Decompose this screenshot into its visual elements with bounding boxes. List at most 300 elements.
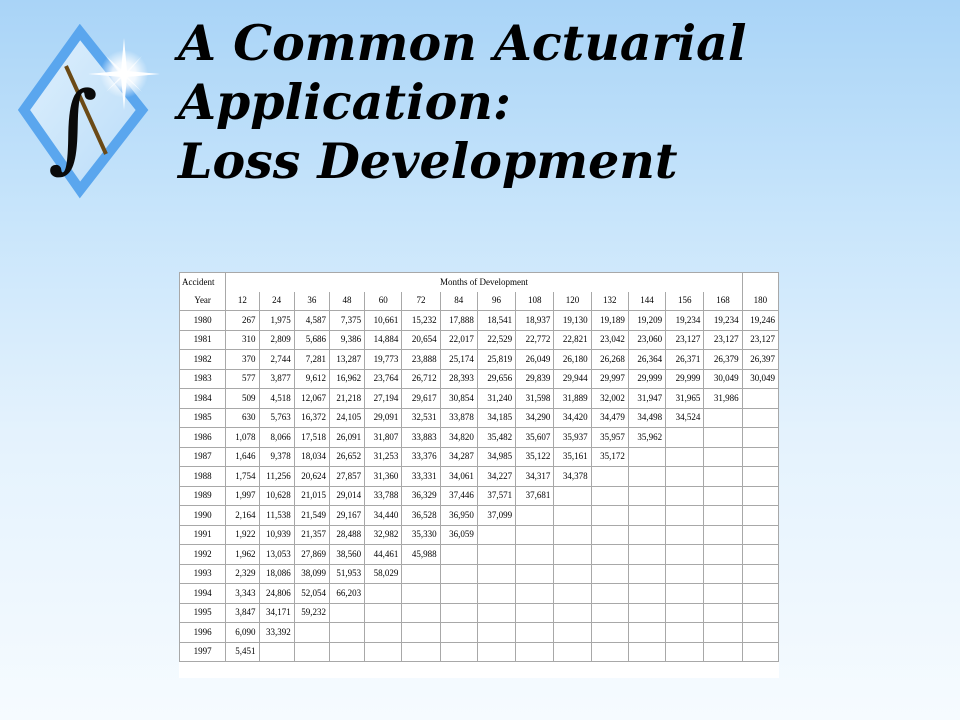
accident-year-cell: 1987 — [180, 447, 226, 467]
loss-value-cell: 35,122 — [516, 447, 554, 467]
loss-value-cell — [516, 603, 554, 623]
loss-value-cell: 15,232 — [402, 311, 440, 331]
loss-value-cell — [742, 447, 778, 467]
loss-value-cell: 29,617 — [402, 389, 440, 409]
slide-title — [178, 14, 746, 191]
logo-graphic — [18, 24, 168, 199]
loss-value-cell: 9,386 — [329, 330, 364, 350]
loss-value-cell — [554, 545, 591, 565]
table-row — [180, 428, 779, 448]
loss-value-cell — [591, 603, 628, 623]
loss-value-cell — [365, 642, 402, 662]
loss-value-cell — [516, 623, 554, 643]
loss-value-cell: 29,944 — [554, 369, 591, 389]
accident-year-cell: 1988 — [180, 467, 226, 487]
loss-value-cell: 38,099 — [294, 564, 329, 584]
loss-value-cell: 45,988 — [402, 545, 440, 565]
loss-value-cell: 2,744 — [259, 350, 294, 370]
loss-value-cell: 31,253 — [365, 447, 402, 467]
loss-value-cell: 3,877 — [259, 369, 294, 389]
loss-value-cell — [704, 525, 742, 545]
loss-value-cell — [742, 545, 778, 565]
loss-value-cell: 34,820 — [440, 428, 477, 448]
loss-value-cell — [742, 408, 778, 428]
table-row — [180, 350, 779, 370]
loss-value-cell: 30,049 — [742, 369, 778, 389]
loss-value-cell: 12,067 — [294, 389, 329, 409]
loss-value-cell: 17,888 — [440, 311, 477, 331]
loss-value-cell — [704, 623, 742, 643]
loss-value-cell: 18,086 — [259, 564, 294, 584]
loss-value-cell: 19,189 — [591, 311, 628, 331]
group-header-months: Months of Development — [226, 273, 742, 292]
loss-value-cell: 370 — [226, 350, 259, 370]
loss-value-cell — [628, 525, 665, 545]
month-header: 156 — [666, 292, 704, 311]
loss-value-cell — [742, 525, 778, 545]
loss-value-cell: 34,498 — [628, 408, 665, 428]
loss-value-cell — [365, 603, 402, 623]
loss-value-cell: 33,392 — [259, 623, 294, 643]
table-body — [180, 311, 779, 662]
loss-value-cell: 577 — [226, 369, 259, 389]
accident-year-cell: 1980 — [180, 311, 226, 331]
loss-value-cell: 26,652 — [329, 447, 364, 467]
loss-value-cell: 36,950 — [440, 506, 477, 526]
loss-value-cell: 23,042 — [591, 330, 628, 350]
loss-value-cell: 35,172 — [591, 447, 628, 467]
loss-value-cell: 36,059 — [440, 525, 477, 545]
loss-value-cell — [742, 603, 778, 623]
loss-value-cell: 26,268 — [591, 350, 628, 370]
loss-value-cell: 27,869 — [294, 545, 329, 565]
loss-value-cell: 29,014 — [329, 486, 364, 506]
loss-value-cell — [742, 623, 778, 643]
loss-value-cell: 59,232 — [294, 603, 329, 623]
loss-value-cell: 37,681 — [516, 486, 554, 506]
loss-value-cell: 29,839 — [516, 369, 554, 389]
loss-value-cell: 22,821 — [554, 330, 591, 350]
loss-value-cell: 267 — [226, 311, 259, 331]
loss-value-cell: 11,538 — [259, 506, 294, 526]
loss-value-cell — [666, 428, 704, 448]
month-header: 144 — [628, 292, 665, 311]
loss-value-cell: 24,105 — [329, 408, 364, 428]
loss-value-cell: 35,962 — [628, 428, 665, 448]
loss-value-cell: 6,090 — [226, 623, 259, 643]
month-header: 72 — [402, 292, 440, 311]
loss-value-cell: 35,957 — [591, 428, 628, 448]
loss-value-cell: 22,017 — [440, 330, 477, 350]
loss-value-cell — [666, 506, 704, 526]
loss-value-cell — [628, 623, 665, 643]
loss-value-cell: 10,628 — [259, 486, 294, 506]
loss-value-cell: 34,479 — [591, 408, 628, 428]
corner-label-accident: Accident — [180, 273, 226, 292]
loss-value-cell: 21,357 — [294, 525, 329, 545]
loss-value-cell: 37,571 — [477, 486, 515, 506]
loss-value-cell — [742, 389, 778, 409]
loss-value-cell — [365, 584, 402, 604]
loss-value-cell: 9,378 — [259, 447, 294, 467]
loss-value-cell: 34,985 — [477, 447, 515, 467]
table-row — [180, 642, 779, 662]
loss-value-cell: 28,488 — [329, 525, 364, 545]
loss-value-cell: 33,883 — [402, 428, 440, 448]
loss-value-cell — [591, 467, 628, 487]
loss-value-cell: 2,809 — [259, 330, 294, 350]
month-header: 120 — [554, 292, 591, 311]
loss-value-cell: 31,889 — [554, 389, 591, 409]
loss-value-cell: 3,343 — [226, 584, 259, 604]
loss-value-cell: 44,461 — [365, 545, 402, 565]
loss-value-cell — [440, 623, 477, 643]
header-row-months — [180, 292, 779, 311]
loss-value-cell: 1,962 — [226, 545, 259, 565]
loss-value-cell: 29,656 — [477, 369, 515, 389]
loss-value-cell: 31,240 — [477, 389, 515, 409]
loss-value-cell: 4,587 — [294, 311, 329, 331]
month-header: 132 — [591, 292, 628, 311]
month-header: 108 — [516, 292, 554, 311]
loss-value-cell: 35,330 — [402, 525, 440, 545]
accident-year-cell: 1981 — [180, 330, 226, 350]
integral-symbol: ∫ — [48, 71, 99, 183]
loss-value-cell: 36,528 — [402, 506, 440, 526]
month-header: 84 — [440, 292, 477, 311]
table-row — [180, 623, 779, 643]
loss-value-cell: 1,997 — [226, 486, 259, 506]
loss-value-cell — [440, 545, 477, 565]
month-header: 48 — [329, 292, 364, 311]
accident-year-cell: 1992 — [180, 545, 226, 565]
loss-value-cell: 38,560 — [329, 545, 364, 565]
loss-value-cell: 34,061 — [440, 467, 477, 487]
loss-value-cell: 23,764 — [365, 369, 402, 389]
loss-value-cell: 26,049 — [516, 350, 554, 370]
loss-value-cell: 34,440 — [365, 506, 402, 526]
loss-value-cell: 17,518 — [294, 428, 329, 448]
loss-value-cell: 8,066 — [259, 428, 294, 448]
loss-value-cell — [591, 506, 628, 526]
loss-development-table-container — [179, 272, 779, 678]
loss-value-cell: 24,806 — [259, 584, 294, 604]
loss-value-cell: 16,372 — [294, 408, 329, 428]
loss-value-cell — [666, 545, 704, 565]
loss-value-cell — [516, 584, 554, 604]
loss-value-cell: 29,997 — [591, 369, 628, 389]
month-header: 36 — [294, 292, 329, 311]
loss-value-cell: 4,518 — [259, 389, 294, 409]
accident-year-cell: 1994 — [180, 584, 226, 604]
loss-value-cell: 34,290 — [516, 408, 554, 428]
title-line-2: Application: — [178, 73, 511, 131]
loss-value-cell — [591, 525, 628, 545]
loss-value-cell: 29,091 — [365, 408, 402, 428]
loss-value-cell — [666, 486, 704, 506]
loss-value-cell: 29,999 — [666, 369, 704, 389]
loss-value-cell: 34,185 — [477, 408, 515, 428]
loss-value-cell — [477, 642, 515, 662]
loss-value-cell: 3,847 — [226, 603, 259, 623]
loss-value-cell: 51,953 — [329, 564, 364, 584]
loss-value-cell — [666, 525, 704, 545]
loss-value-cell — [477, 545, 515, 565]
loss-value-cell — [704, 584, 742, 604]
loss-value-cell: 31,807 — [365, 428, 402, 448]
loss-value-cell — [477, 603, 515, 623]
loss-value-cell: 5,451 — [226, 642, 259, 662]
accident-year-cell: 1983 — [180, 369, 226, 389]
loss-value-cell: 5,686 — [294, 330, 329, 350]
month-header: 180 — [742, 292, 778, 311]
accident-year-cell: 1993 — [180, 564, 226, 584]
loss-value-cell — [402, 603, 440, 623]
loss-value-cell — [329, 603, 364, 623]
loss-value-cell — [742, 506, 778, 526]
loss-value-cell: 19,773 — [365, 350, 402, 370]
loss-value-cell: 32,002 — [591, 389, 628, 409]
loss-value-cell — [666, 603, 704, 623]
loss-value-cell: 509 — [226, 389, 259, 409]
loss-value-cell: 23,127 — [742, 330, 778, 350]
accident-year-cell: 1991 — [180, 525, 226, 545]
loss-value-cell — [591, 564, 628, 584]
loss-value-cell: 20,624 — [294, 467, 329, 487]
table-row — [180, 447, 779, 467]
loss-value-cell — [294, 623, 329, 643]
loss-value-cell: 23,888 — [402, 350, 440, 370]
table-row — [180, 506, 779, 526]
loss-value-cell — [666, 447, 704, 467]
loss-value-cell — [440, 564, 477, 584]
loss-value-cell: 30,854 — [440, 389, 477, 409]
loss-value-cell: 35,482 — [477, 428, 515, 448]
loss-value-cell: 21,218 — [329, 389, 364, 409]
table-row — [180, 467, 779, 487]
loss-value-cell — [259, 642, 294, 662]
loss-value-cell: 1,078 — [226, 428, 259, 448]
loss-value-cell: 25,819 — [477, 350, 515, 370]
loss-value-cell — [440, 642, 477, 662]
loss-value-cell — [704, 545, 742, 565]
table-row — [180, 584, 779, 604]
loss-value-cell — [742, 486, 778, 506]
loss-value-cell — [628, 447, 665, 467]
loss-value-cell — [554, 486, 591, 506]
loss-value-cell: 33,376 — [402, 447, 440, 467]
loss-value-cell: 11,256 — [259, 467, 294, 487]
loss-value-cell — [704, 408, 742, 428]
loss-value-cell: 31,947 — [628, 389, 665, 409]
loss-value-cell — [704, 428, 742, 448]
loss-value-cell: 34,524 — [666, 408, 704, 428]
month-header: 60 — [365, 292, 402, 311]
loss-value-cell — [704, 447, 742, 467]
loss-value-cell: 34,171 — [259, 603, 294, 623]
loss-value-cell: 10,661 — [365, 311, 402, 331]
loss-value-cell: 31,965 — [666, 389, 704, 409]
loss-value-cell: 19,246 — [742, 311, 778, 331]
loss-value-cell — [440, 603, 477, 623]
month-header: 24 — [259, 292, 294, 311]
loss-value-cell: 7,375 — [329, 311, 364, 331]
loss-value-cell — [666, 584, 704, 604]
loss-value-cell: 66,203 — [329, 584, 364, 604]
loss-value-cell: 18,937 — [516, 311, 554, 331]
accident-year-cell: 1984 — [180, 389, 226, 409]
title-line-1: A Common Actuarial — [178, 14, 747, 72]
loss-value-cell — [704, 506, 742, 526]
loss-value-cell: 18,541 — [477, 311, 515, 331]
loss-value-cell — [742, 642, 778, 662]
loss-value-cell: 33,331 — [402, 467, 440, 487]
loss-value-cell — [516, 545, 554, 565]
loss-value-cell — [402, 623, 440, 643]
accident-year-cell: 1985 — [180, 408, 226, 428]
loss-value-cell — [628, 506, 665, 526]
loss-value-cell: 31,360 — [365, 467, 402, 487]
loss-value-cell — [554, 506, 591, 526]
table-row — [180, 408, 779, 428]
loss-value-cell — [666, 642, 704, 662]
loss-value-cell: 34,317 — [516, 467, 554, 487]
loss-value-cell — [477, 564, 515, 584]
loss-value-cell — [628, 486, 665, 506]
loss-value-cell: 35,937 — [554, 428, 591, 448]
loss-value-cell: 310 — [226, 330, 259, 350]
accident-year-cell: 1997 — [180, 642, 226, 662]
loss-value-cell: 1,975 — [259, 311, 294, 331]
loss-value-cell: 630 — [226, 408, 259, 428]
table-row — [180, 564, 779, 584]
loss-value-cell: 26,379 — [704, 350, 742, 370]
loss-value-cell — [742, 564, 778, 584]
loss-value-cell: 21,015 — [294, 486, 329, 506]
loss-value-cell: 19,234 — [704, 311, 742, 331]
loss-value-cell: 2,329 — [226, 564, 259, 584]
loss-value-cell — [554, 525, 591, 545]
loss-value-cell: 29,167 — [329, 506, 364, 526]
loss-value-cell: 19,209 — [628, 311, 665, 331]
loss-value-cell: 33,788 — [365, 486, 402, 506]
loss-value-cell — [516, 525, 554, 545]
loss-value-cell — [329, 623, 364, 643]
loss-value-cell — [628, 603, 665, 623]
header-row-group — [180, 273, 779, 292]
loss-value-cell: 23,127 — [704, 330, 742, 350]
loss-value-cell — [742, 428, 778, 448]
loss-value-cell: 29,999 — [628, 369, 665, 389]
loss-value-cell — [666, 467, 704, 487]
title-line-3: Loss Development — [178, 132, 678, 190]
table-row — [180, 486, 779, 506]
loss-value-cell — [554, 564, 591, 584]
loss-value-cell: 27,194 — [365, 389, 402, 409]
loss-value-cell — [516, 564, 554, 584]
loss-value-cell: 23,060 — [628, 330, 665, 350]
loss-value-cell: 34,287 — [440, 447, 477, 467]
loss-value-cell — [554, 642, 591, 662]
accident-year-cell: 1982 — [180, 350, 226, 370]
loss-value-cell: 25,174 — [440, 350, 477, 370]
loss-value-cell — [628, 545, 665, 565]
loss-value-cell: 27,857 — [329, 467, 364, 487]
loss-value-cell: 33,878 — [440, 408, 477, 428]
loss-value-cell: 32,982 — [365, 525, 402, 545]
table-row — [180, 525, 779, 545]
loss-value-cell: 52,054 — [294, 584, 329, 604]
loss-value-cell — [628, 642, 665, 662]
loss-value-cell: 2,164 — [226, 506, 259, 526]
loss-value-cell — [591, 486, 628, 506]
integral-diamond-logo — [18, 24, 168, 199]
loss-value-cell — [402, 564, 440, 584]
loss-value-cell: 22,772 — [516, 330, 554, 350]
accident-year-cell: 1996 — [180, 623, 226, 643]
corner-label-year: Year — [180, 292, 226, 311]
loss-value-cell: 30,049 — [704, 369, 742, 389]
loss-value-cell: 26,091 — [329, 428, 364, 448]
loss-value-cell: 19,130 — [554, 311, 591, 331]
loss-value-cell: 9,612 — [294, 369, 329, 389]
loss-value-cell: 20,654 — [402, 330, 440, 350]
loss-value-cell: 31,598 — [516, 389, 554, 409]
loss-value-cell: 23,127 — [666, 330, 704, 350]
loss-value-cell — [477, 623, 515, 643]
loss-value-cell: 1,754 — [226, 467, 259, 487]
loss-value-cell — [554, 584, 591, 604]
loss-value-cell — [742, 467, 778, 487]
loss-value-cell: 7,281 — [294, 350, 329, 370]
loss-value-cell: 26,712 — [402, 369, 440, 389]
loss-value-cell: 37,099 — [477, 506, 515, 526]
loss-value-cell: 37,446 — [440, 486, 477, 506]
loss-value-cell — [666, 623, 704, 643]
loss-value-cell — [591, 642, 628, 662]
loss-value-cell — [628, 584, 665, 604]
loss-development-triangle — [179, 272, 779, 662]
loss-value-cell — [554, 623, 591, 643]
loss-value-cell: 21,549 — [294, 506, 329, 526]
loss-value-cell: 18,034 — [294, 447, 329, 467]
header-blank-cell — [742, 273, 778, 292]
loss-value-cell — [628, 564, 665, 584]
table-row — [180, 545, 779, 565]
month-header: 12 — [226, 292, 259, 311]
loss-value-cell: 31,986 — [704, 389, 742, 409]
loss-value-cell: 34,420 — [554, 408, 591, 428]
loss-value-cell — [516, 642, 554, 662]
loss-value-cell: 14,884 — [365, 330, 402, 350]
loss-value-cell: 5,763 — [259, 408, 294, 428]
loss-value-cell — [704, 642, 742, 662]
loss-value-cell: 13,053 — [259, 545, 294, 565]
loss-value-cell: 26,364 — [628, 350, 665, 370]
loss-value-cell: 26,397 — [742, 350, 778, 370]
loss-value-cell: 34,227 — [477, 467, 515, 487]
accident-year-cell: 1989 — [180, 486, 226, 506]
loss-value-cell — [704, 467, 742, 487]
loss-value-cell: 22,529 — [477, 330, 515, 350]
loss-value-cell — [591, 623, 628, 643]
loss-value-cell: 35,607 — [516, 428, 554, 448]
loss-value-cell — [402, 642, 440, 662]
accident-year-cell: 1986 — [180, 428, 226, 448]
loss-value-cell: 1,922 — [226, 525, 259, 545]
table-row — [180, 311, 779, 331]
table-row — [180, 369, 779, 389]
